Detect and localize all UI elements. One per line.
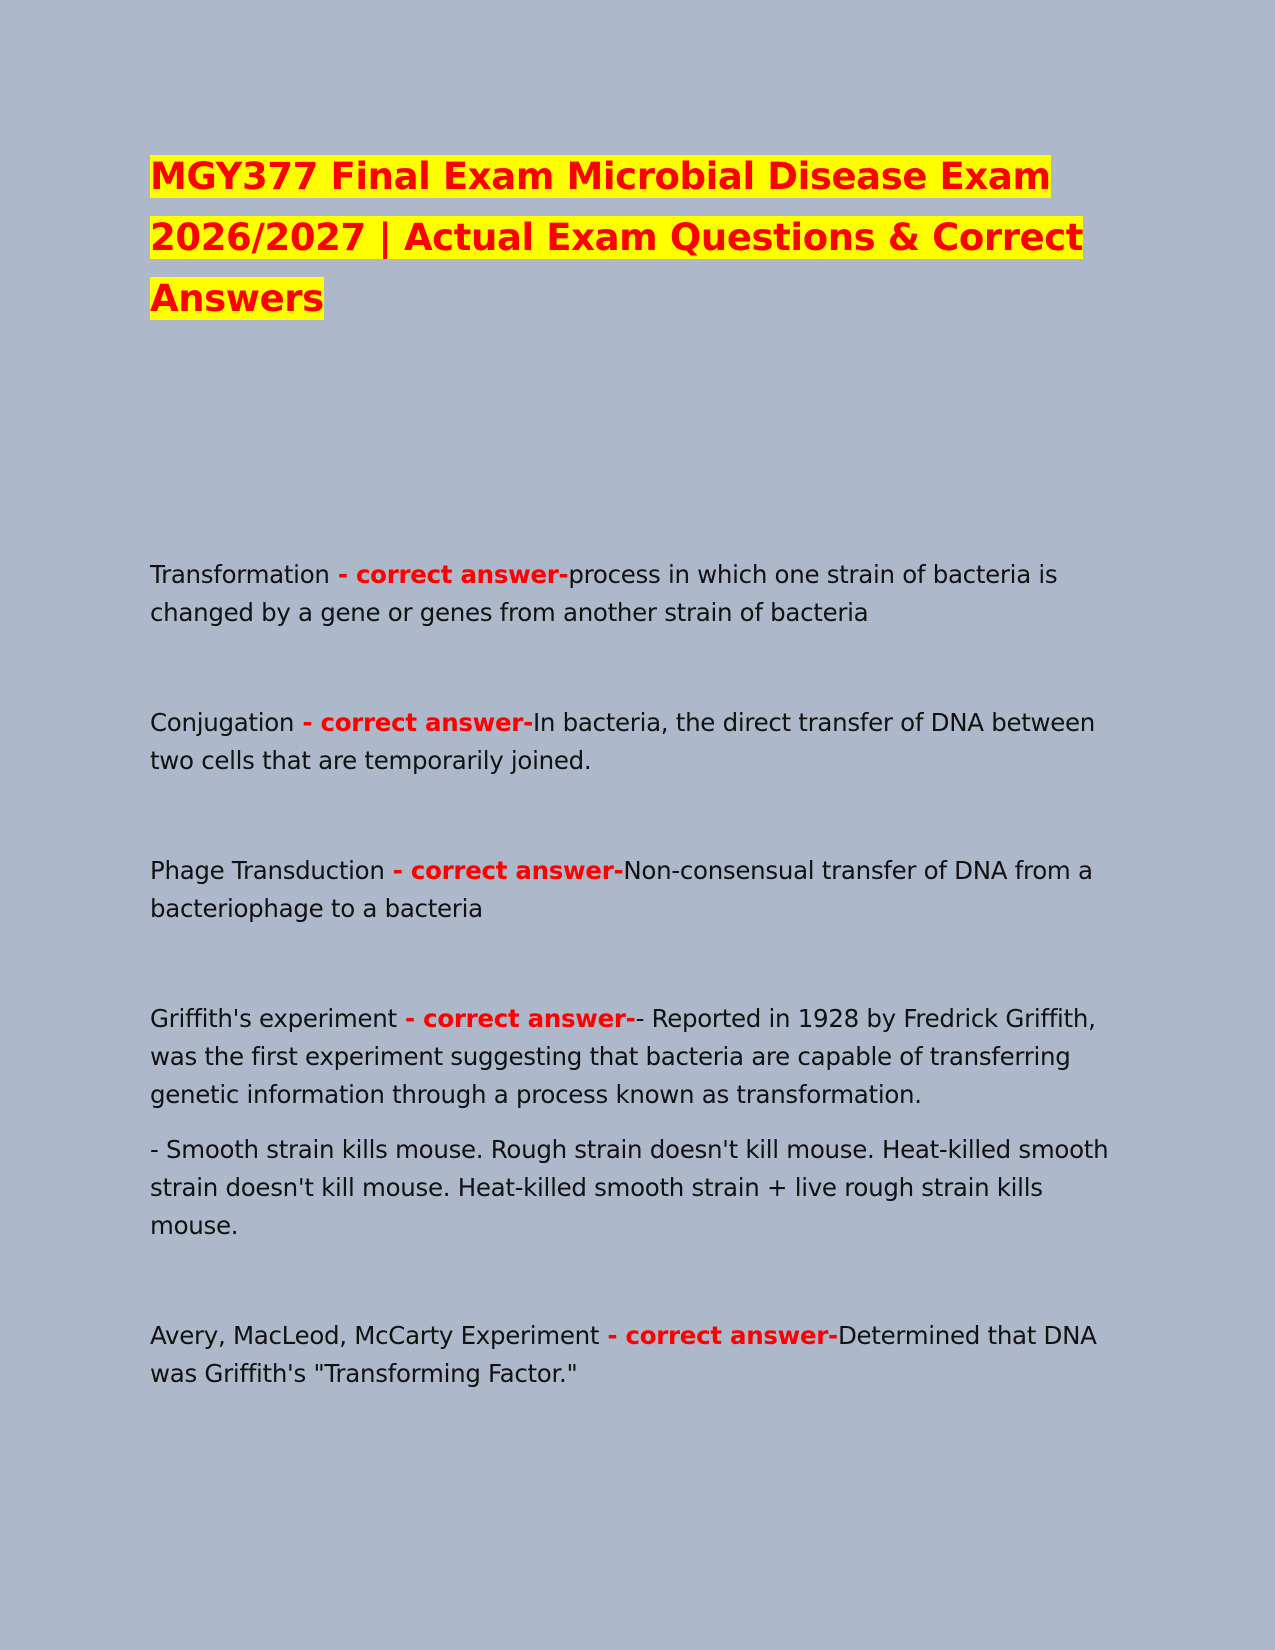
qa-paragraph bbox=[150, 556, 1130, 632]
document-title bbox=[150, 146, 1130, 329]
qa-item-avery-macleod-mccarty bbox=[150, 1317, 1130, 1393]
qa-answer: Determined that DNA was Griffith's "Transforming Factor." bbox=[150, 1321, 1097, 1388]
correct-answer-label: - correct answer- bbox=[384, 856, 624, 885]
qa-answer: - Reported in 1928 by Fredrick Griffith, was the first experiment suggesting that bacteria are capable of transferring genetic information through a process known as transformation. bbox=[150, 1004, 1096, 1109]
qa-answer: In bacteria, the direct transfer of DNA between two cells that are temporarily joined. bbox=[150, 708, 1096, 775]
title-highlight: MGY377 Final Exam Microbial Disease Exam 2026/2027 | Actual Exam Questions & Correct Answers bbox=[150, 155, 1084, 320]
qa-term: Transformation bbox=[150, 560, 330, 589]
qa-item-transformation bbox=[150, 556, 1130, 632]
document-page bbox=[150, 146, 1130, 1388]
qa-answer: process in which one strain of bacteria is changed by a gene or genes from another strain of bacteria bbox=[150, 560, 1058, 627]
qa-term: Conjugation bbox=[150, 708, 295, 737]
correct-answer-label: - correct answer- bbox=[396, 1004, 636, 1033]
qa-answer: Non-consensual transfer of DNA from a bacteriophage to a bacteria bbox=[150, 856, 1093, 923]
qa-paragraph bbox=[150, 704, 1130, 780]
correct-answer-label: - correct answer- bbox=[599, 1321, 838, 1350]
qa-item-phage-transduction bbox=[150, 852, 1130, 928]
qa-term: Griffith's experiment bbox=[150, 1004, 397, 1033]
qa-answer-continuation: - Smooth strain kills mouse. Rough strain doesn't kill mouse. Heat-killed smooth strain doesn't kill mouse. Heat-killed smooth strain + live rough strain kills mouse. bbox=[150, 1135, 1109, 1240]
qa-item-conjugation bbox=[150, 704, 1130, 780]
qa-paragraph bbox=[150, 1317, 1130, 1393]
qa-term: Phage Transduction bbox=[150, 856, 385, 885]
correct-answer-label: - correct answer- bbox=[329, 560, 569, 589]
correct-answer-label: - correct answer- bbox=[294, 708, 533, 737]
qa-list bbox=[150, 556, 1130, 1465]
qa-term: Avery, MacLeod, McCarty Experiment bbox=[150, 1321, 600, 1350]
qa-paragraph bbox=[150, 1000, 1130, 1114]
qa-paragraph bbox=[150, 852, 1130, 928]
qa-item-griffiths-experiment bbox=[150, 1000, 1130, 1245]
